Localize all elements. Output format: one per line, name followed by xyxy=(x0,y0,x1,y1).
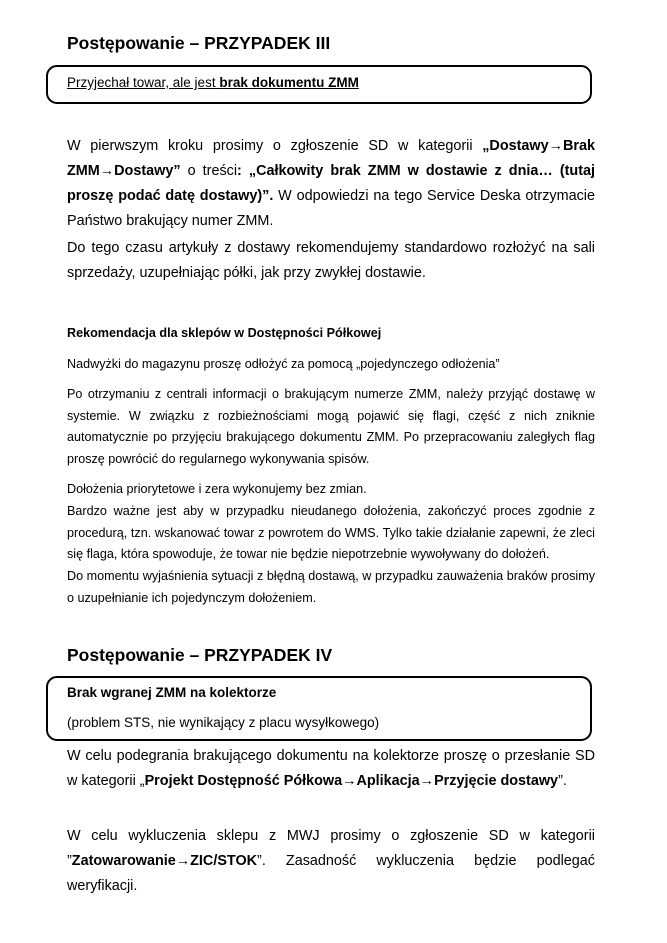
case3-paragraph-2: Do tego czasu artykuły z dostawy rekomendujemy standardowo rozłożyć na sali sprzedaży, uzupełniając półki, jak przy zwykłej dostawie. xyxy=(67,240,595,281)
case4-box-title: Brak wgranej ZMM na kolektorze xyxy=(67,685,277,700)
case4-paragraph-2: W celu wykluczenia sklepu z MWJ prosimy o zgłoszenie SD w kategorii ”Zatowarowanie→ZIC/STOK”. Zasadność wykluczenia będzie podlegać weryfikacji. xyxy=(67,828,595,894)
recommendation-paragraph-1: Nadwyżki do magazynu proszę odłożyć za pomocą „pojedynczego odłożenia” xyxy=(67,357,500,371)
case4-paragraph-1: W celu podegrania brakującego dokumentu na kolektorze proszę o przesłanie SD w kategorii „Projekt Dostępność Półkowa→Aplikacja→Przyjęcie dostawy”. xyxy=(67,748,595,789)
case3-summary-box xyxy=(46,65,592,104)
case3-summary-text: Przyjechał towar, ale jest brak dokumentu ZMM xyxy=(67,75,359,90)
case4-summary-box xyxy=(46,676,592,741)
recommendation-paragraph-2: Po otrzymaniu z centrali informacji o brakującym numerze ZMM, należy przyjąć dostawę w systemie. W związku z rozbieżnościami mogą pojawić się flagi, część z nich zniknie automatycznie po przyjęciu brakującego dokumentu ZMM. Po przepracowaniu zaległych flag proszę powrócić do regularnego wykonywania spisów. xyxy=(67,387,595,466)
recommendation-paragraph-3-line-1: Dołożenia priorytetowe i zera wykonujemy bez zmian. xyxy=(67,482,367,496)
case4-heading: Postępowanie – PRZYPADEK IV xyxy=(67,645,333,665)
recommendation-paragraph-4: Do momentu wyjaśnienia sytuacji z błędną dostawą, w przypadku zauważenia braków prosimy o uzupełnianie ich pojedynczym dołożeniem. xyxy=(67,569,595,605)
case3-heading: Postępowanie – PRZYPADEK III xyxy=(67,33,331,53)
case3-paragraph-1: W pierwszym kroku prosimy o zgłoszenie SD w kategorii „Dostawy→Brak ZMM→Dostawy” o treści: „Całkowity brak ZMM w dostawie z dnia… (tutaj proszę podać datę dostawy)”. W odpowiedzi na tego Service Deska otrzymacie Państwo brakujący numer ZMM. xyxy=(67,138,595,229)
recommendation-heading: Rekomendacja dla sklepów w Dostępności Półkowej xyxy=(67,326,382,340)
recommendation-paragraph-3: Bardzo ważne jest aby w przypadku nieudanego dołożenia, zakończyć proces zgodnie z procedurą, tzn. wskanować towar z powrotem do WMS. Tylko takie działanie zapewni, że zleci się flaga, która spowoduje, że towar nie będzie niepotrzebnie wywoływany do dołożeń. xyxy=(67,504,595,562)
case4-box-subtitle: (problem STS, nie wynikający z placu wysyłkowego) xyxy=(67,715,380,730)
